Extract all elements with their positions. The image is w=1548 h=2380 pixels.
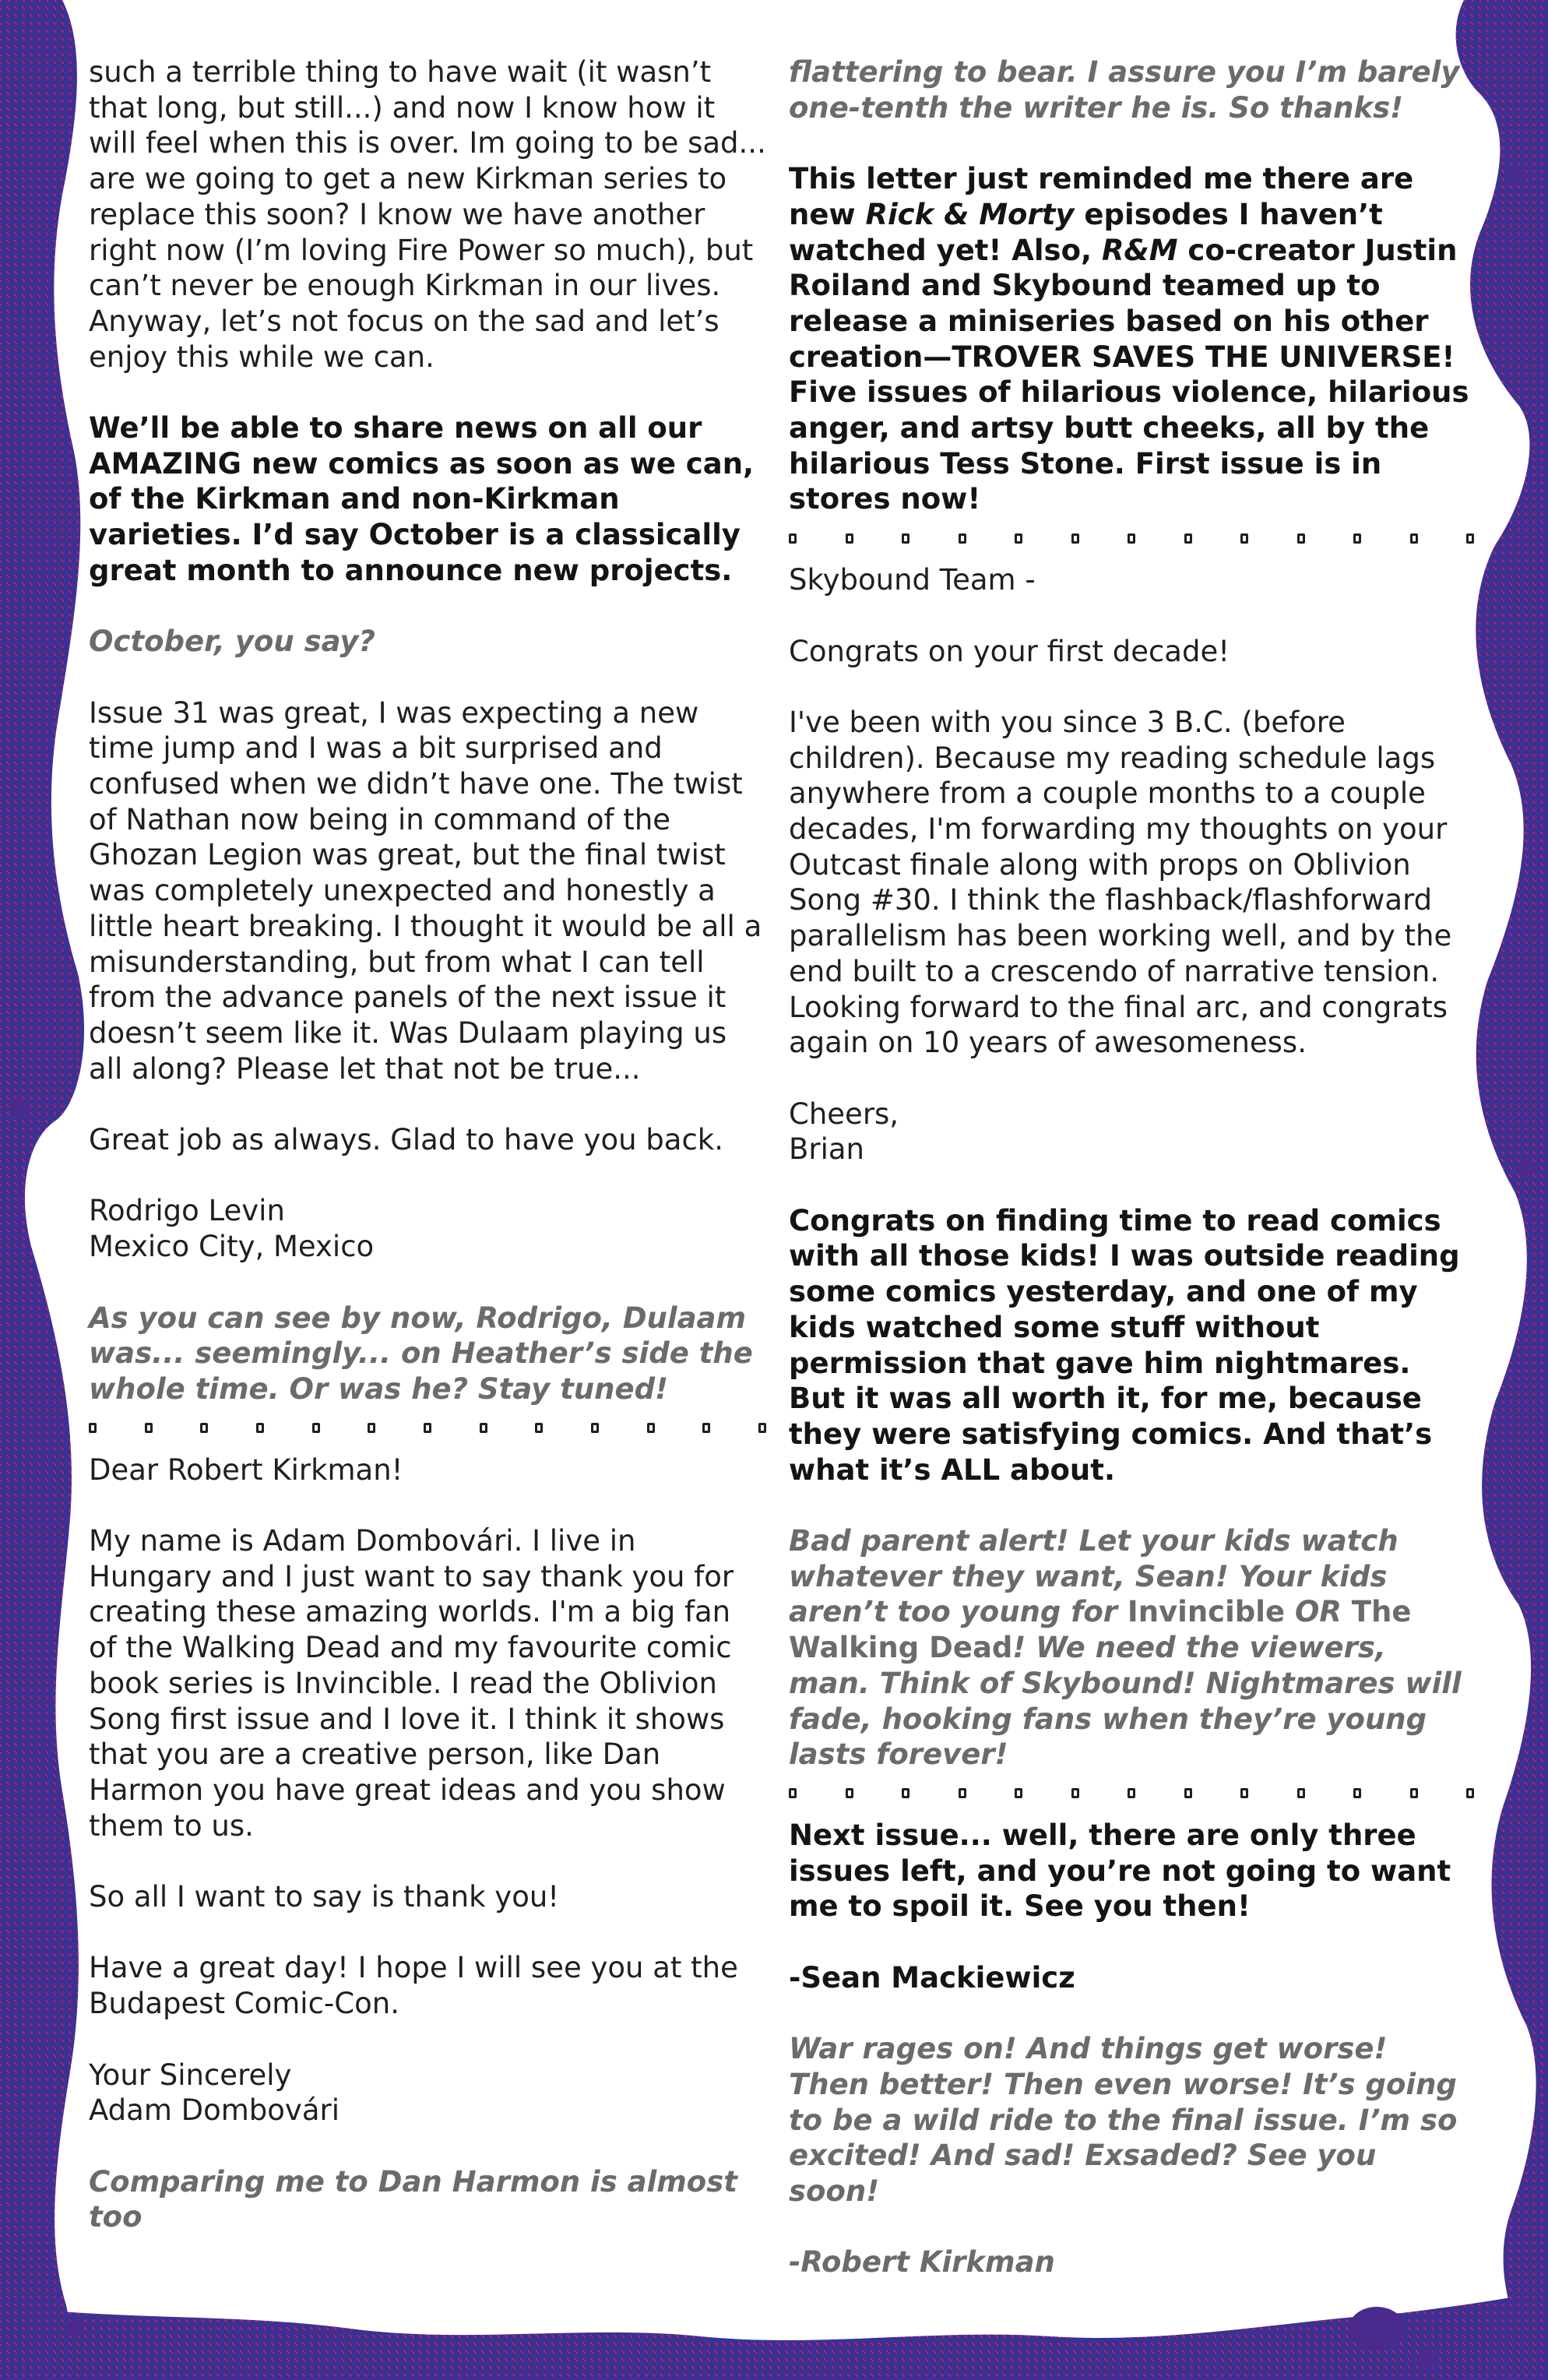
editor-aside: As you can see by now, Rodrigo, Dulaam was... seemingly... on Heather’s side the whole time. Or was he? Stay tuned! bbox=[89, 1301, 753, 1406]
editor-aside: October, you say? bbox=[89, 625, 376, 659]
letter-text: Great job as always. Glad to have you back. bbox=[89, 1123, 723, 1157]
left-column bbox=[89, 55, 766, 2271]
editor-aside: Comparing me to Dan Harmon is almost too bbox=[89, 2164, 737, 2234]
editor-aside: Bad parent alert! Let your kids watch whatever they want, Sean! Your kids aren’t too young for Invincible OR The Walking Dead! We need the viewers, man. Think of Skybound! Nightmares will fade, hooking fans when they’re young lasts forever! bbox=[789, 1524, 1462, 1772]
signature-closing: Cheers, bbox=[789, 1097, 899, 1131]
signature-name: Brian bbox=[789, 1132, 864, 1167]
editor-reply: We’ll be able to share news on all our AMAZING new comics as soon as we can, of the Kirkman and non-Kirkman varieties. I’d say October is a classically great month to announce new projects. bbox=[89, 411, 755, 587]
editor-reply: Congrats on finding time to read comics with all those kids! I was outside reading some comics yesterday, and one of my kids watched some stuff without permission that gave him nightmares. But it was all worth it, for me, because they were satisfying comics. And that’s what it’s ALL about. bbox=[789, 1203, 1460, 1487]
section-divider bbox=[789, 1783, 1474, 1804]
dot-decoration bbox=[1517, 1159, 1536, 1178]
letter-salutation: Skybound Team - bbox=[789, 563, 1036, 597]
letter-text: Congrats on your first decade! bbox=[789, 634, 1230, 668]
signature-name: Adam Dombovári bbox=[89, 2093, 340, 2128]
signature-place: Mexico City, Mexico bbox=[89, 1230, 375, 1264]
editor-signature: -Sean Mackiewicz bbox=[789, 1960, 1075, 1994]
dot-decoration bbox=[9, 1098, 28, 1117]
dot-decoration bbox=[1508, 166, 1526, 185]
letter-text: I've been with you since 3 B.C. (before children). Because my reading schedule lags anywhere from a couple months to a couple decades, I'm forwarding my thoughts on your Outcast finale along with props on Oblivion Song #30. I think the flashback/flashforward parallelism has been working well, and by the end built to a crescendo of narrative tension. Looking forward to the final arc, and congrats again on 10 years of awesomeness. bbox=[789, 705, 1452, 1060]
letter-text: Have a great day! I hope I will see you at the Budapest Comic-Con. bbox=[89, 1951, 738, 2021]
editor-reply: Next issue... well, there are only three issues left, and you’re not going to want me to spoil it. See you then! bbox=[789, 1818, 1451, 1924]
dot-decoration bbox=[66, 2320, 83, 2337]
letter-text: such a terrible thing to have wait (it wasn’t that long, but still...) and now I know how it will feel when this is over. Im going to be sad... are we going to get a new Kirkman series to replace this soon? I know we have another right now (I’m loving Fire Power so much), but can’t never be enough Kirkman in our lives. Anyway, let’s not focus on the sad and let’s enjoy this while we can. bbox=[89, 55, 766, 374]
left-border-blob bbox=[0, 0, 84, 2380]
dot-decoration bbox=[1416, 2350, 1437, 2370]
signature-closing: Your Sincerely bbox=[89, 2058, 292, 2092]
editor-aside: flattering to bear. I assure you I’m barely one-tenth the writer he is. So thanks! bbox=[789, 55, 1460, 125]
letter-text: My name is Adam Dombovári. I live in Hungary and I just want to say thank you for creating these amazing worlds. I'm a big fan of the Walking Dead and my favourite comic book series is Invincible. I read the Oblivion Song first issue and I love it. I think it shows that you are a creative person, like Dan Harmon you have great ideas and you show them to us. bbox=[89, 1524, 734, 1843]
letter-text: So all I want to say is thank you! bbox=[89, 1880, 560, 1914]
letter-salutation: Dear Robert Kirkman! bbox=[89, 1452, 403, 1487]
editor-signature: -Robert Kirkman bbox=[789, 2245, 1055, 2280]
section-divider bbox=[89, 1418, 766, 1438]
letter-text: Issue 31 was great, I was expecting a new time jump and I was a bit surprised and confused when we didn’t have one. The twist of Nathan now being in command of the Ghozan Legion was great, but the final twist was completely unexpected and honestly a little heart breaking. I thought it would be all a misunderstanding, but from what I can tell from the advance panels of the next issue it doesn’t seem like it. Was Dulaam playing us all along? Please let that not be true... bbox=[89, 695, 762, 1086]
signature-name: Rodrigo Levin bbox=[89, 1194, 285, 1228]
right-column bbox=[789, 55, 1474, 2316]
editor-aside: War rages on! And things get worse! Then better! Then even worse! It’s going to be a wild ride to the final issue. I’m so excited! And sad! Exsaded? See you soon! bbox=[789, 2032, 1458, 2208]
editor-reply: This letter just reminded me there are new Rick & Morty episodes I haven’t watched yet! Also, R&M co-creator Justin Roiland and Skybound teamed up to release a miniseries based on his other creation—TROVER SAVES THE UNIVERSE! Five issues of hilarious violence, hilarious anger, and artsy butt cheeks, all by the hilarious Tess Stone. First issue is in stores now! bbox=[789, 162, 1469, 516]
section-divider bbox=[789, 528, 1474, 548]
